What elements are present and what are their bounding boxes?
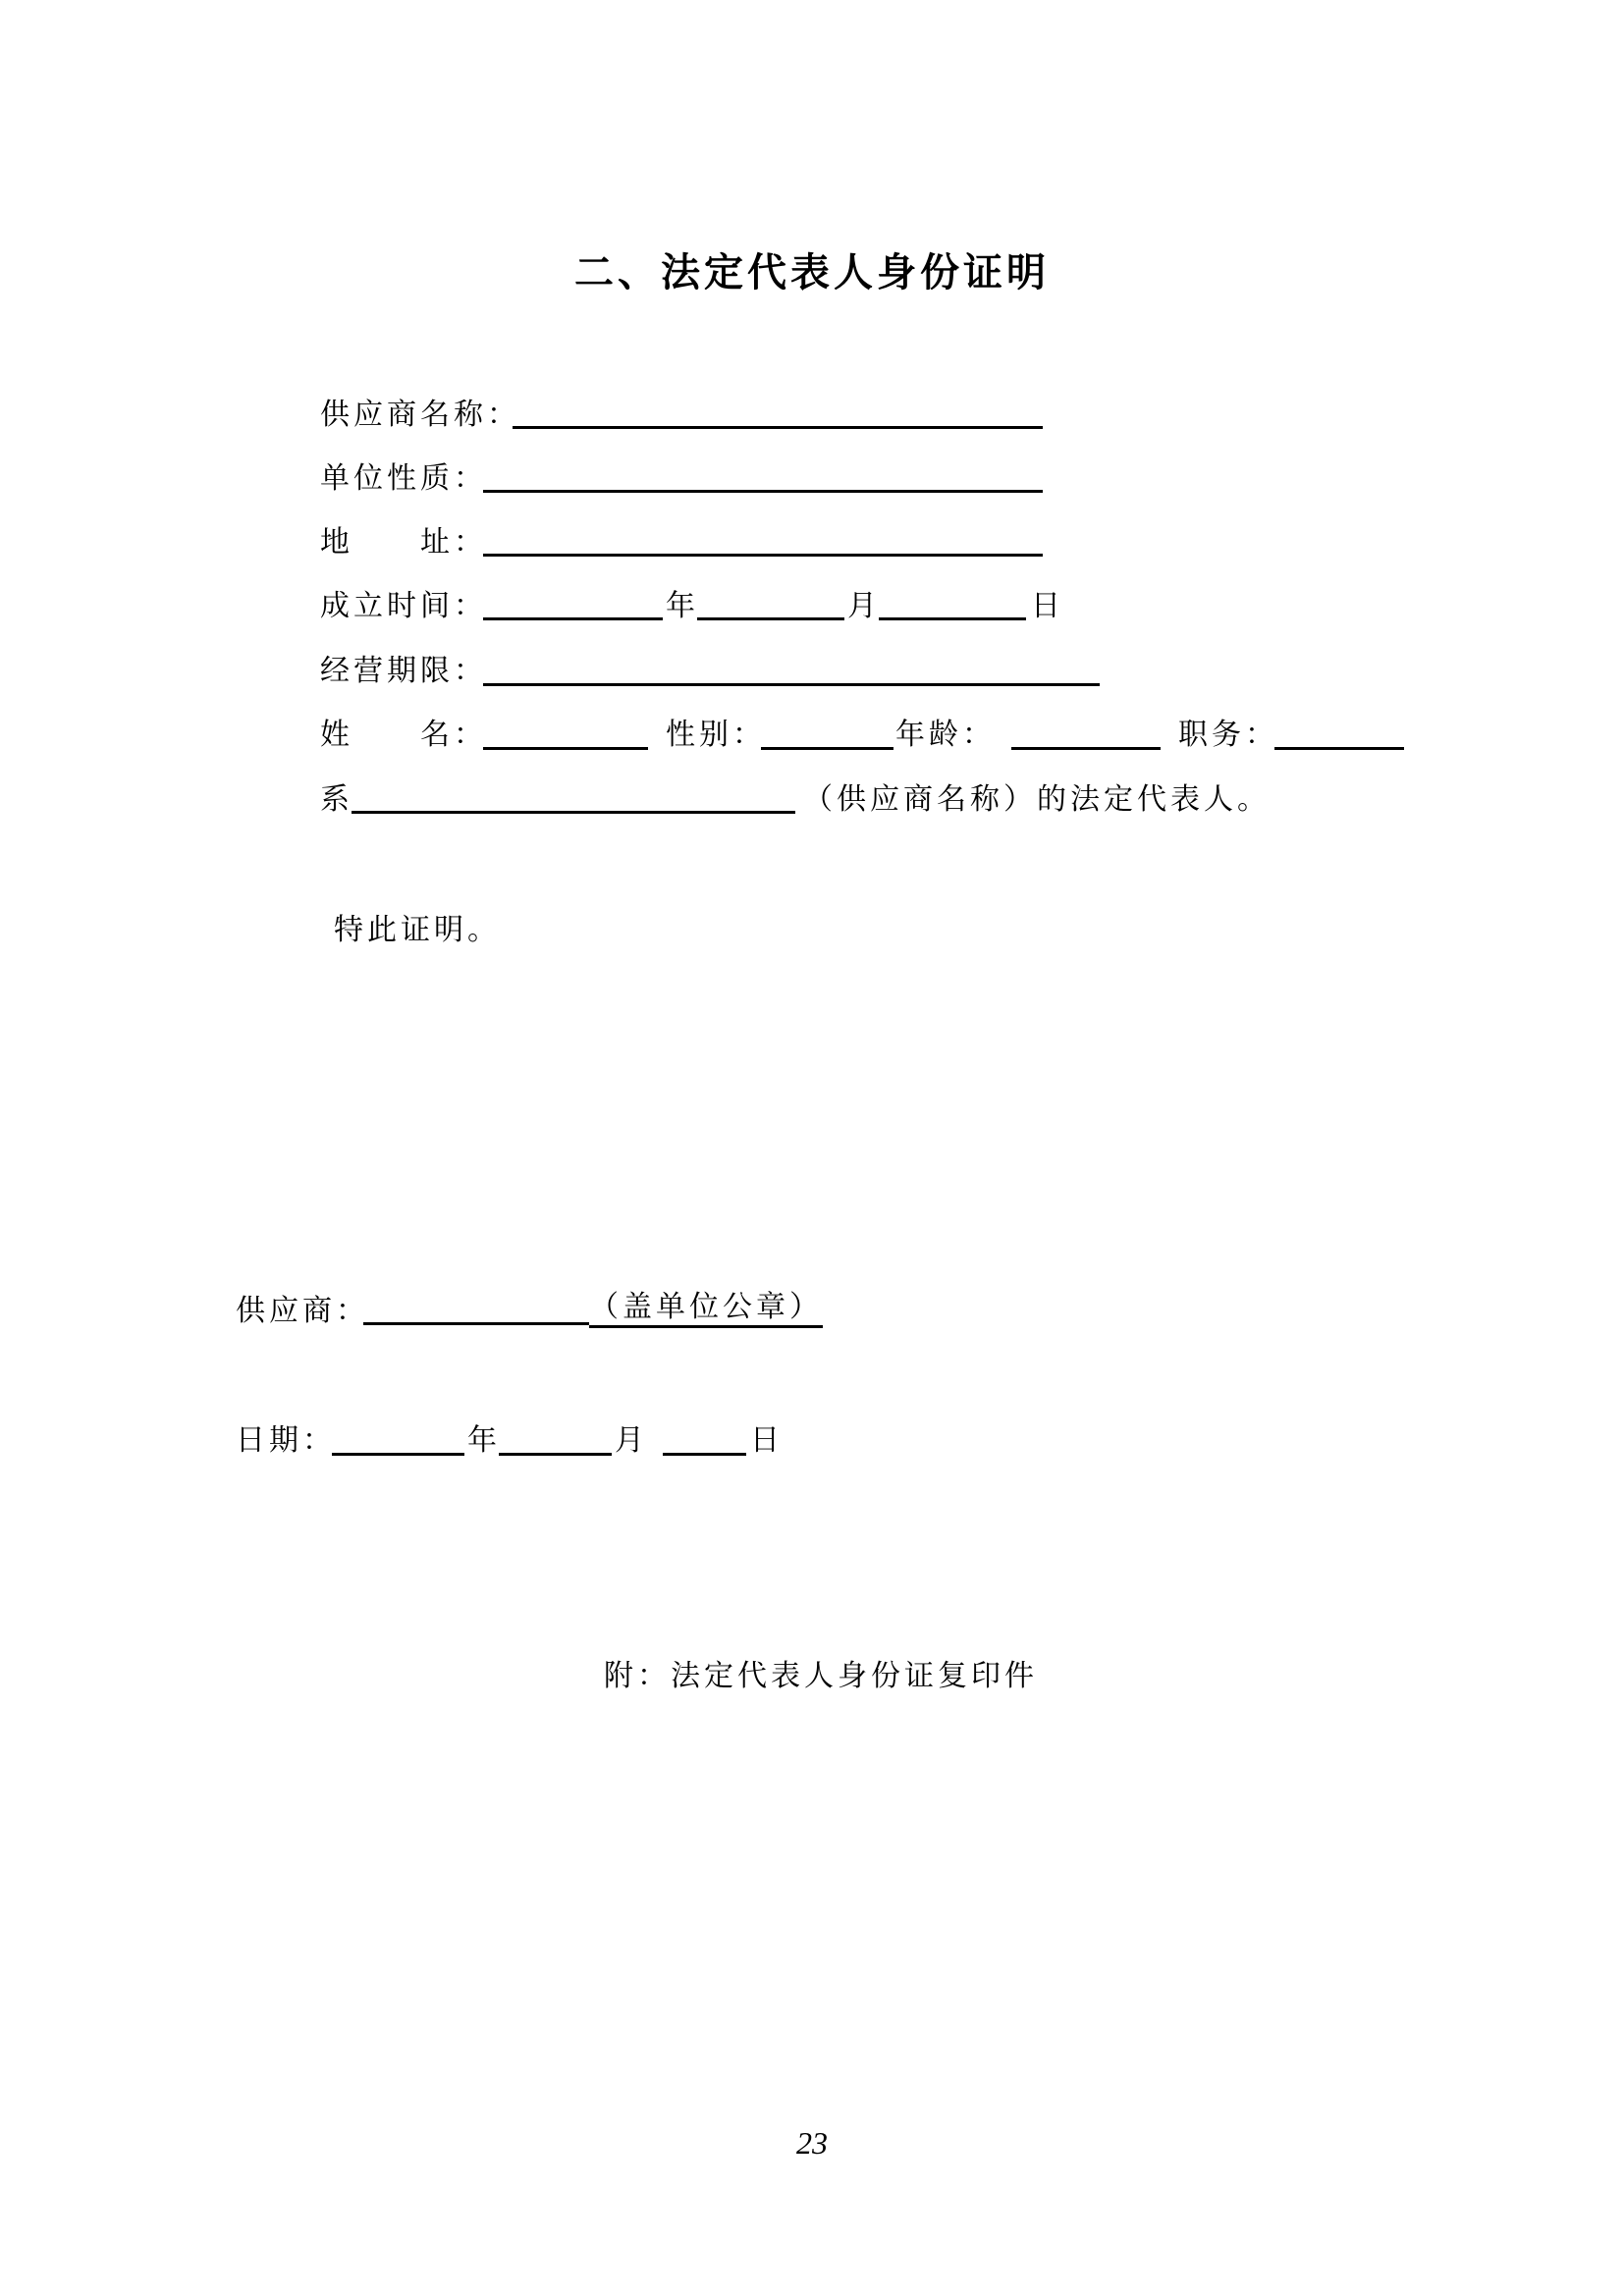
- signature-month-unit: 月: [615, 1423, 648, 1458]
- name-label-part1: 姓: [320, 718, 353, 752]
- signature-year-field[interactable]: [332, 1453, 464, 1456]
- signature-year-unit: 年: [467, 1423, 501, 1458]
- address-field[interactable]: [483, 554, 1043, 557]
- unit-nature-label: 单位性质：: [320, 461, 487, 496]
- address-label-part2: 址：: [420, 525, 487, 560]
- gender-label: 性别：: [666, 718, 766, 752]
- established-year-unit: 年: [666, 589, 699, 623]
- signature-month-field[interactable]: [499, 1453, 612, 1456]
- supplier-name-field[interactable]: [513, 426, 1043, 429]
- operating-term-label: 经营期限：: [320, 654, 487, 688]
- established-month-unit: 月: [847, 589, 881, 623]
- established-year-field[interactable]: [483, 617, 663, 620]
- gender-field[interactable]: [761, 747, 893, 750]
- name-field[interactable]: [483, 747, 648, 750]
- age-field[interactable]: [1011, 747, 1161, 750]
- document-title: 二、法定代表人身份证明: [574, 250, 1050, 295]
- signature-day-field[interactable]: [663, 1453, 746, 1456]
- position-field[interactable]: [1274, 747, 1404, 750]
- position-label: 职务：: [1178, 718, 1278, 752]
- signature-day-unit: 日: [750, 1423, 784, 1458]
- certify-text: 特此证明。: [334, 913, 501, 947]
- age-label: 年龄：: [895, 718, 996, 752]
- is-label: 系: [320, 782, 353, 817]
- unit-nature-field[interactable]: [483, 490, 1043, 493]
- representative-company-field[interactable]: [352, 811, 795, 814]
- representative-suffix: （供应商名称）的法定代表人。: [803, 782, 1271, 817]
- operating-term-field[interactable]: [483, 683, 1100, 686]
- established-month-field[interactable]: [697, 617, 844, 620]
- established-label: 成立时间：: [320, 589, 487, 623]
- attachment-note: 附：法定代表人身份证复印件: [604, 1659, 1038, 1693]
- established-day-field[interactable]: [879, 617, 1026, 620]
- signature-supplier-label: 供应商：: [236, 1294, 369, 1328]
- signature-supplier-field[interactable]: [363, 1322, 589, 1325]
- page-number: 23: [796, 2125, 828, 2161]
- name-label-part2: 名：: [420, 718, 487, 752]
- established-day-unit: 日: [1031, 589, 1064, 623]
- address-label-part1: 地: [320, 525, 353, 560]
- seal-text: （盖单位公章）: [589, 1290, 823, 1328]
- supplier-name-label: 供应商名称：: [320, 398, 520, 432]
- signature-date-label: 日期：: [236, 1423, 336, 1458]
